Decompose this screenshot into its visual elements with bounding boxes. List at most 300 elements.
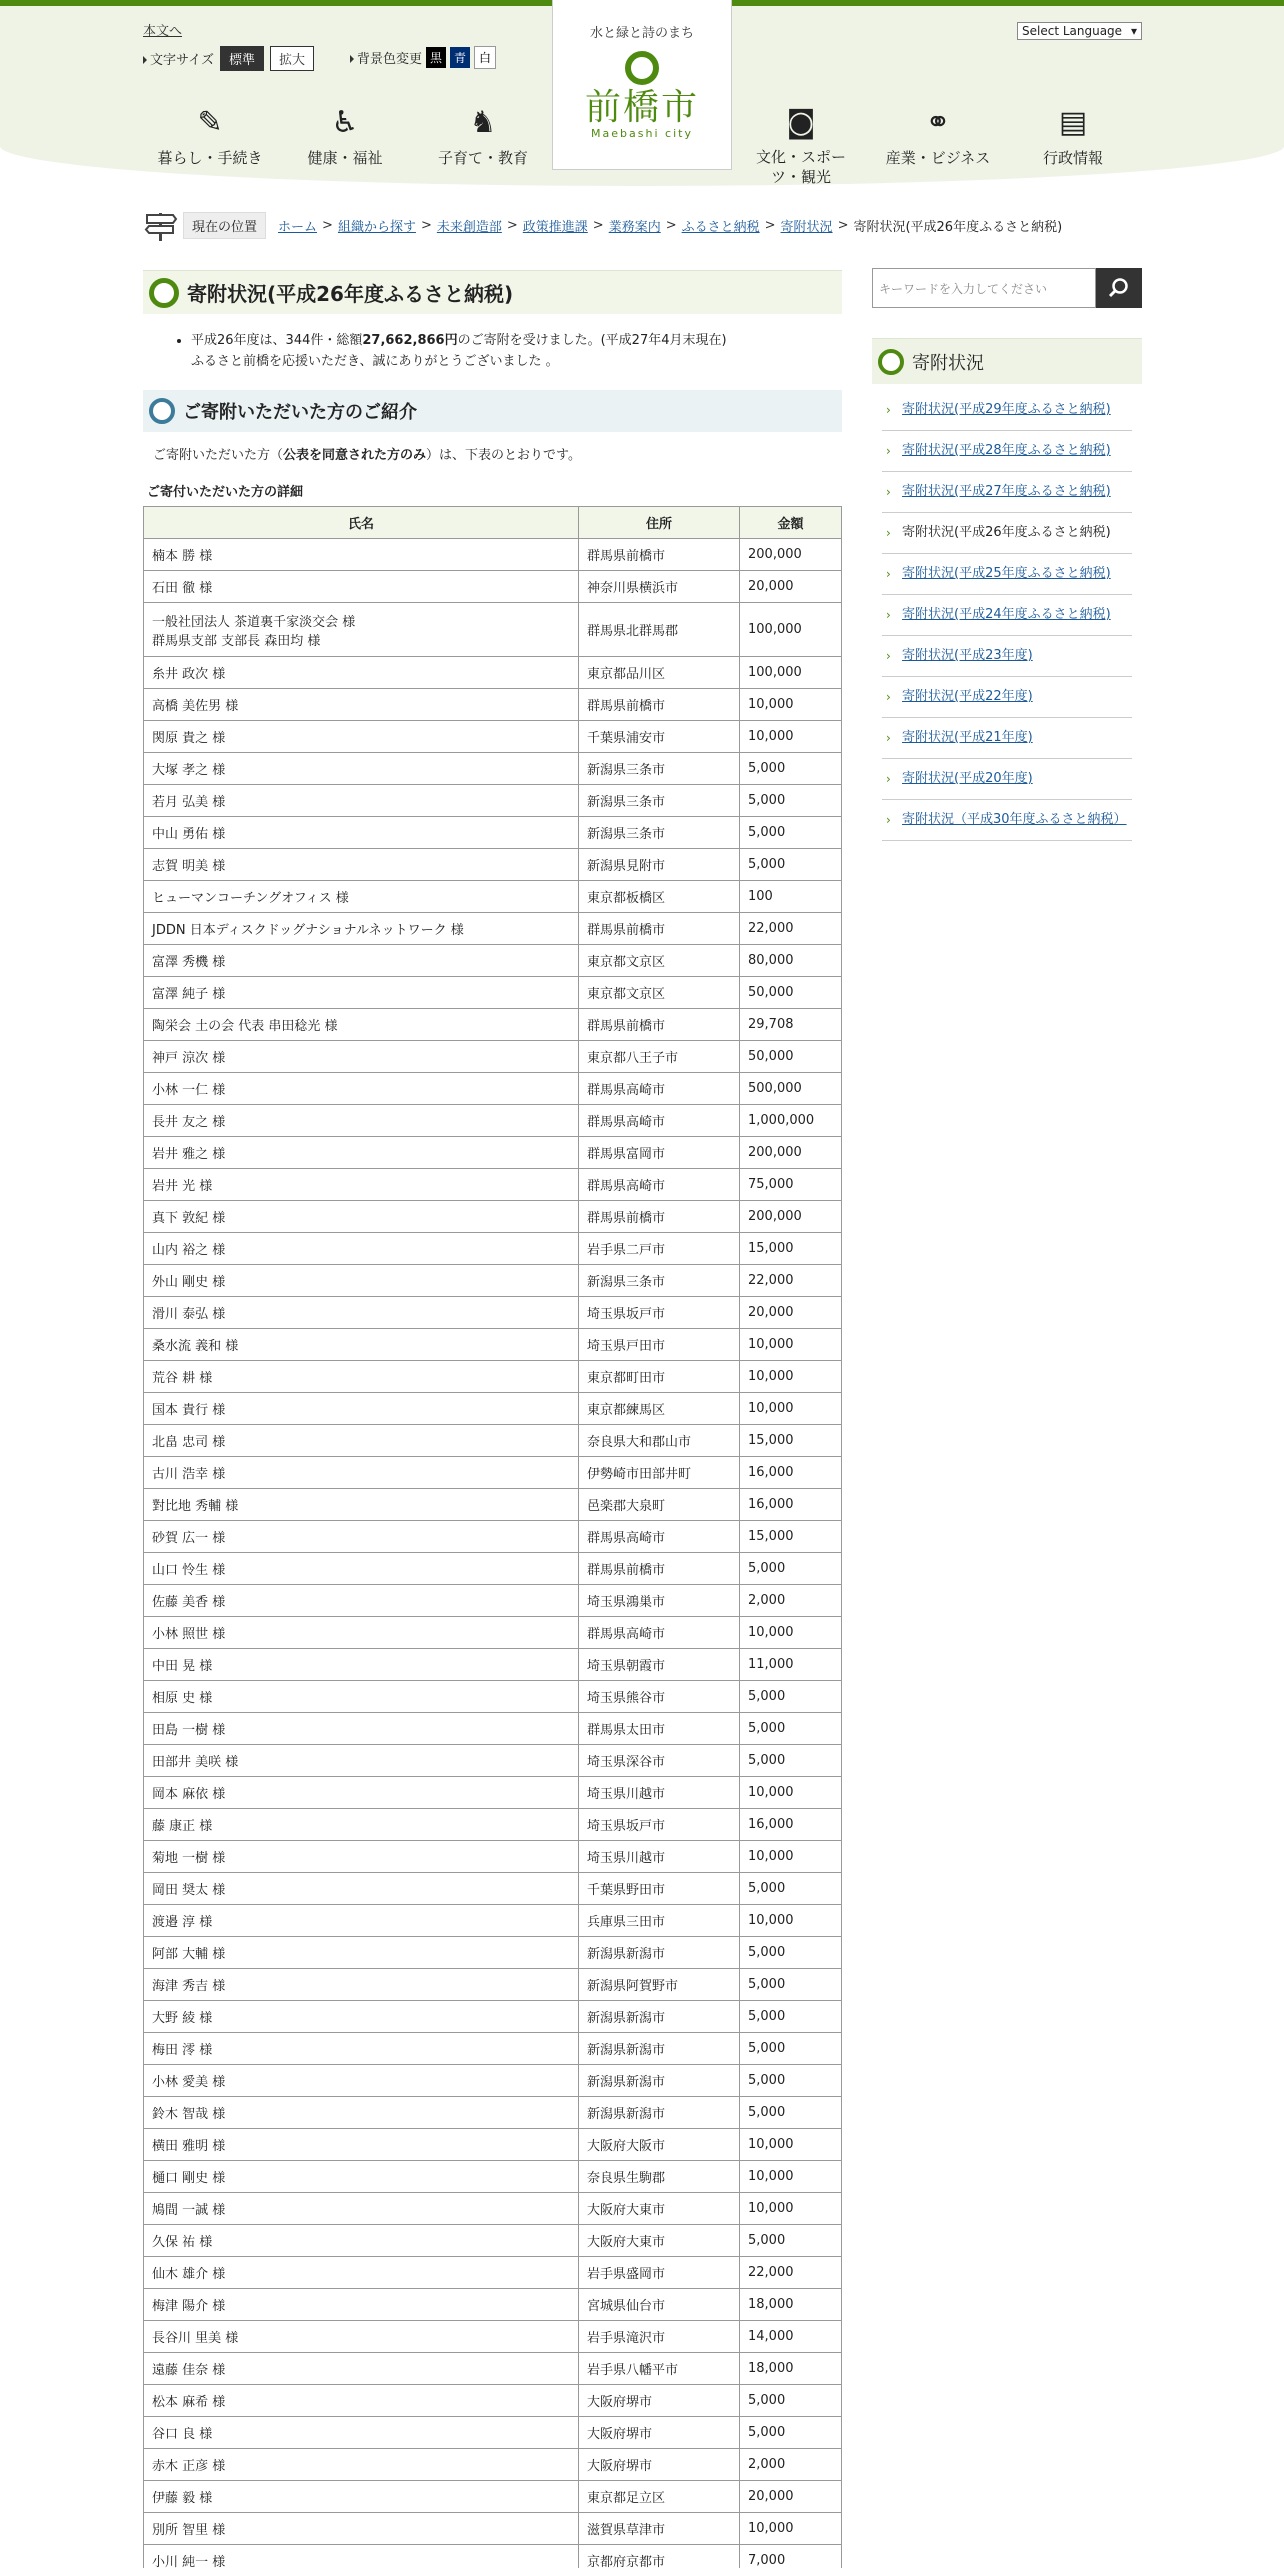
- donor-amount-cell: 50,000: [740, 1041, 842, 1073]
- table-row: [144, 753, 842, 785]
- donor-address-cell: 群馬県高崎市: [579, 1521, 740, 1553]
- donor-amount-cell: 5,000: [740, 1873, 842, 1905]
- donor-address-cell: 岩手県二戸市: [579, 1233, 740, 1265]
- table-row: [144, 849, 842, 881]
- donor-name-cell: 北畠 忠司 様: [144, 1425, 579, 1457]
- sidebar-item[interactable]: [882, 390, 1132, 431]
- breadcrumb-link[interactable]: ふるさと納税: [681, 219, 760, 235]
- donor-address-cell: 東京都板橋区: [579, 881, 740, 913]
- breadcrumb-link[interactable]: 組織から探す: [337, 219, 416, 235]
- intro-amount: 27,662,866円: [362, 333, 458, 348]
- donor-amount-cell: 20,000: [740, 1297, 842, 1329]
- donor-amount-cell: 5,000: [740, 817, 842, 849]
- donor-name-cell: 田島 一樹 様: [144, 1713, 579, 1745]
- donor-name-cell: 富澤 秀機 様: [144, 945, 579, 977]
- camera-icon: ◙: [786, 105, 816, 140]
- donor-amount-cell: 5,000: [740, 753, 842, 785]
- breadcrumb-separator: >: [322, 217, 333, 233]
- chevron-right-icon: ›: [886, 526, 891, 540]
- donor-amount-cell: 1,000,000: [740, 1105, 842, 1137]
- donor-address-cell: 新潟県新潟市: [579, 2065, 740, 2097]
- bg-black-button[interactable]: 黒: [426, 47, 446, 68]
- table-row: [144, 881, 842, 913]
- table-row: [144, 1489, 842, 1521]
- table-row: [144, 1073, 842, 1105]
- donor-name-cell: 若月 弘美 様: [144, 785, 579, 817]
- donor-amount-cell: 22,000: [740, 913, 842, 945]
- table-row: [144, 1233, 842, 1265]
- font-large-button[interactable]: 拡大: [270, 46, 314, 71]
- table-row: [144, 1297, 842, 1329]
- title-circle-icon: [149, 278, 179, 308]
- donor-amount-cell: 10,000: [740, 1393, 842, 1425]
- table-row: [144, 657, 842, 689]
- donor-amount-cell: 5,000: [740, 2097, 842, 2129]
- donor-address-cell: 神奈川県横浜市: [579, 571, 740, 603]
- donor-amount-cell: 5,000: [740, 849, 842, 881]
- bg-color-text: 背景色変更: [357, 52, 423, 67]
- donor-address-cell: 千葉県野田市: [579, 1873, 740, 1905]
- donor-address-cell: 群馬県前橋市: [579, 913, 740, 945]
- table-row: [144, 817, 842, 849]
- donor-amount-cell: 10,000: [740, 2193, 842, 2225]
- breadcrumb-separator: >: [420, 217, 432, 233]
- breadcrumb-link[interactable]: 未来創造部: [436, 219, 502, 235]
- font-standard-button[interactable]: 標準: [220, 46, 264, 71]
- donor-name-cell: 小林 一仁 様: [144, 1073, 579, 1105]
- donor-name-cell: 志賀 明美 様: [144, 849, 579, 881]
- donor-amount-cell: 10,000: [740, 2513, 842, 2545]
- donor-table: [143, 506, 842, 2568]
- chevron-right-icon: ›: [886, 731, 891, 745]
- table-row: [144, 785, 842, 817]
- donor-address-cell: 群馬県高崎市: [579, 1105, 740, 1137]
- donor-address-cell: 大阪府大東市: [579, 2225, 740, 2257]
- donor-name-cell: 石田 徹 様: [144, 571, 579, 603]
- nav-living[interactable]: [145, 105, 275, 168]
- table-row: [144, 2353, 842, 2385]
- wheelchair-icon: ♿: [331, 105, 359, 140]
- donor-name-cell: 大塚 孝之 様: [144, 753, 579, 785]
- donor-name-cell: 真下 敦紀 様: [144, 1201, 579, 1233]
- donor-address-cell: 群馬県前橋市: [579, 1201, 740, 1233]
- donor-name-cell: 藤 康正 様: [144, 1809, 579, 1841]
- language-select[interactable]: [1017, 22, 1142, 40]
- table-row: [144, 977, 842, 1009]
- donor-address-cell: 大阪府堺市: [579, 2417, 740, 2449]
- donor-amount-cell: 5,000: [740, 2417, 842, 2449]
- breadcrumb-separator: >: [837, 217, 849, 233]
- donor-address-cell: 群馬県高崎市: [579, 1169, 740, 1201]
- donor-amount-cell: 10,000: [740, 1329, 842, 1361]
- para-prefix: ご寄附いただいた方（: [153, 448, 284, 463]
- donor-amount-cell: 18,000: [740, 2289, 842, 2321]
- donor-amount-cell: 200,000: [740, 539, 842, 571]
- table-row: [144, 1105, 842, 1137]
- donor-amount-cell: 5,000: [740, 1713, 842, 1745]
- donor-address-cell: 新潟県新潟市: [579, 2097, 740, 2129]
- donor-name-cell: 梅津 陽介 様: [144, 2289, 579, 2321]
- document-icon: ▤: [1058, 105, 1088, 140]
- donor-address-cell: 埼玉県坂戸市: [579, 1809, 740, 1841]
- table-row: [144, 1265, 842, 1297]
- donor-address-cell: 群馬県北群馬郡: [579, 603, 740, 657]
- donor-amount-cell: 22,000: [740, 1265, 842, 1297]
- sidebar-item-label[interactable]: 寄附状況(平成20年度): [902, 771, 1033, 786]
- search-button[interactable]: [1096, 268, 1142, 308]
- donor-name-cell: 外山 剛史 様: [144, 1265, 579, 1297]
- donor-amount-cell: 75,000: [740, 1169, 842, 1201]
- table-row: [144, 539, 842, 571]
- table-row: [144, 913, 842, 945]
- donor-amount-cell: 10,000: [740, 689, 842, 721]
- chevron-right-icon: ›: [886, 444, 891, 458]
- sidebar-item-label[interactable]: 寄附状況(平成21年度): [902, 730, 1033, 745]
- bg-white-button[interactable]: 白: [474, 46, 496, 69]
- site-logo[interactable]: [552, 0, 732, 170]
- skip-to-content-link[interactable]: 本文へ: [143, 24, 183, 39]
- table-body: [144, 539, 842, 2568]
- table-row: [144, 2193, 842, 2225]
- donor-address-cell: 東京都文京区: [579, 945, 740, 977]
- language-select-value: Select Language: [1022, 24, 1123, 38]
- sidebar-circle-icon: [878, 349, 904, 375]
- breadcrumb-here-label: 現在の位置: [183, 212, 266, 239]
- table-row: [144, 2065, 842, 2097]
- sidebar-item-label: 寄附状況(平成26年度ふるさと納税): [902, 525, 1111, 540]
- sidebar-item-label[interactable]: 寄附状況(平成29年度ふるさと納税): [902, 402, 1111, 417]
- donor-name-cell: 田部井 美咲 様: [144, 1745, 579, 1777]
- table-row: [144, 1777, 842, 1809]
- bg-blue-button[interactable]: 青: [450, 47, 470, 68]
- table-row: [144, 2321, 842, 2353]
- sidebar-item-label[interactable]: 寄附状況(平成27年度ふるさと納税): [902, 484, 1111, 499]
- donor-name-cell: 砂賀 広一 様: [144, 1521, 579, 1553]
- donor-address-cell: 群馬県高崎市: [579, 1073, 740, 1105]
- donor-address-cell: 埼玉県深谷市: [579, 1745, 740, 1777]
- sidebar-item-label[interactable]: 寄附状況(平成24年度ふるさと納税): [902, 607, 1111, 622]
- table-row: [144, 1169, 842, 1201]
- sidebar-item[interactable]: [882, 554, 1132, 595]
- table-row: [144, 2161, 842, 2193]
- donor-name-cell: 伊藤 毅 様: [144, 2481, 579, 2513]
- table-row: [144, 2289, 842, 2321]
- donor-name-cell: 関原 貴之 様: [144, 721, 579, 753]
- table-row: [144, 2001, 842, 2033]
- sidebar-item: [882, 513, 1132, 554]
- handshake-icon: ⚭: [925, 105, 951, 140]
- table-row: [144, 1937, 842, 1969]
- table-row: [144, 2257, 842, 2289]
- donor-amount-cell: 5,000: [740, 2385, 842, 2417]
- donor-name-cell: 楠本 勝 様: [144, 539, 579, 571]
- table-row: [144, 1457, 842, 1489]
- donor-amount-cell: 16,000: [740, 1809, 842, 1841]
- table-row: [144, 1009, 842, 1041]
- donor-address-cell: 東京都文京区: [579, 977, 740, 1009]
- donor-name-cell: 阿部 大輔 様: [144, 1937, 579, 1969]
- donor-address-cell: 東京都八王子市: [579, 1041, 740, 1073]
- sidebar-item-label[interactable]: 寄附状況(平成25年度ふるさと納税): [902, 566, 1111, 581]
- donor-name-cell: 神戸 涼次 様: [144, 1041, 579, 1073]
- donor-name-cell: 岡田 奨太 様: [144, 1873, 579, 1905]
- donor-address-cell: 千葉県浦安市: [579, 721, 740, 753]
- search-icon: [1108, 277, 1130, 299]
- donor-address-cell: 大阪府大東市: [579, 2193, 740, 2225]
- donor-amount-cell: 7,000: [740, 2545, 842, 2568]
- donor-name-cell: 梅田 澪 様: [144, 2033, 579, 2065]
- nav-industry[interactable]: [873, 105, 1003, 168]
- chevron-right-icon: ›: [886, 649, 891, 663]
- donor-address-cell: 東京都品川区: [579, 657, 740, 689]
- donor-address-cell: 群馬県前橋市: [579, 1553, 740, 1585]
- sidebar-item[interactable]: [882, 800, 1132, 841]
- table-row: [144, 1553, 842, 1585]
- donor-address-cell: 岩手県八幡平市: [579, 2353, 740, 2385]
- donor-address-cell: 埼玉県朝霞市: [579, 1649, 740, 1681]
- table-row: [144, 945, 842, 977]
- header-name: 氏名: [144, 507, 579, 539]
- background-color-controls: [350, 46, 496, 69]
- donor-address-cell: 群馬県前橋市: [579, 1009, 740, 1041]
- donor-name-cell: 赤木 正彦 様: [144, 2449, 579, 2481]
- sidebar-title: [872, 338, 1142, 384]
- donor-name-cell: 仙木 雄介 様: [144, 2257, 579, 2289]
- nav-government[interactable]: [1008, 105, 1138, 168]
- sidebar-item-label[interactable]: 寄附状況(平成28年度ふるさと納税): [902, 443, 1111, 458]
- donor-name-cell: 對比地 秀輔 様: [144, 1489, 579, 1521]
- breadcrumb-link[interactable]: 業務案内: [608, 219, 661, 235]
- search-input[interactable]: キーワードを入力してください: [872, 268, 1096, 308]
- donor-address-cell: 群馬県前橋市: [579, 689, 740, 721]
- donor-amount-cell: 15,000: [740, 1233, 842, 1265]
- table-row: [144, 2449, 842, 2481]
- section-heading-text: ご寄附いただいた方のご紹介: [183, 402, 417, 423]
- donor-amount-cell: 18,000: [740, 2353, 842, 2385]
- donor-amount-cell: 15,000: [740, 1521, 842, 1553]
- donor-address-cell: 岩手県滝沢市: [579, 2321, 740, 2353]
- donor-name-cell: 岡本 麻依 様: [144, 1777, 579, 1809]
- font-size-controls: [143, 46, 314, 71]
- breadcrumb-separator: >: [665, 217, 677, 233]
- table-row: [144, 1361, 842, 1393]
- donor-amount-cell: 10,000: [740, 2161, 842, 2193]
- donor-name-cell: 渡邉 淳 様: [144, 1905, 579, 1937]
- donor-address-cell: 大阪府堺市: [579, 2449, 740, 2481]
- nav-industry-label: 産業・ビジネス: [885, 149, 991, 167]
- donor-name-cell: 小林 愛美 様: [144, 2065, 579, 2097]
- donor-address-cell: 岩手県盛岡市: [579, 2257, 740, 2289]
- chevron-right-icon: ›: [886, 772, 891, 786]
- chevron-right-icon: ›: [886, 567, 891, 581]
- donor-address-cell: 群馬県高崎市: [579, 1617, 740, 1649]
- donor-amount-cell: 16,000: [740, 1457, 842, 1489]
- table-row: [144, 2097, 842, 2129]
- intro-line2: ふるさと前橋を応援いただき、誠にありがとうございました 。: [191, 354, 559, 369]
- chevron-right-icon: ›: [886, 485, 891, 499]
- donor-amount-cell: 50,000: [740, 977, 842, 1009]
- donor-amount-cell: 5,000: [740, 1553, 842, 1585]
- donor-name-cell: 小川 純一 様: [144, 2545, 579, 2568]
- donor-address-cell: 滋賀県草津市: [579, 2513, 740, 2545]
- donor-name-cell: 相原 史 様: [144, 1681, 579, 1713]
- donor-address-cell: 大阪府大阪市: [579, 2129, 740, 2161]
- donor-amount-cell: 15,000: [740, 1425, 842, 1457]
- breadcrumb-separator: >: [506, 217, 518, 233]
- donor-address-cell: 埼玉県熊谷市: [579, 1681, 740, 1713]
- donor-amount-cell: 10,000: [740, 721, 842, 753]
- nav-living-label: 暮らし・手続き: [157, 149, 263, 167]
- donor-address-cell: 新潟県阿賀野市: [579, 1969, 740, 2001]
- donor-name-cell: 岩井 雅之 様: [144, 1137, 579, 1169]
- sidebar-item-label[interactable]: 寄附状況(平成22年度): [902, 689, 1033, 704]
- sidebar-item[interactable]: [882, 595, 1132, 636]
- donor-address-cell: 東京都町田市: [579, 1361, 740, 1393]
- donor-name-cell: ヒューマンコーチングオフィス 様: [144, 881, 579, 913]
- donor-name-cell: 横田 雅明 様: [144, 2129, 579, 2161]
- donor-amount-cell: 11,000: [740, 1649, 842, 1681]
- donor-amount-cell: 29,708: [740, 1009, 842, 1041]
- donor-name-cell: 樋口 剛史 様: [144, 2161, 579, 2193]
- donor-address-cell: 新潟県三条市: [579, 1265, 740, 1297]
- table-row: [144, 1841, 842, 1873]
- donor-amount-cell: 500,000: [740, 1073, 842, 1105]
- donor-address-cell: 新潟県三条市: [579, 817, 740, 849]
- donor-name-cell: 佐藤 美香 様: [144, 1585, 579, 1617]
- section-circle-icon: [149, 398, 175, 424]
- donor-name-cell: 古川 浩幸 様: [144, 1457, 579, 1489]
- table-row: [144, 1425, 842, 1457]
- donor-address-cell: 群馬県前橋市: [579, 539, 740, 571]
- donor-name-cell: 別所 智里 様: [144, 2513, 579, 2545]
- donor-address-cell: 群馬県太田市: [579, 1713, 740, 1745]
- section-heading: [143, 390, 842, 432]
- intro-list: [191, 330, 842, 372]
- nav-culture-label: 文化・スポーツ・観光: [755, 148, 846, 186]
- table-row: [144, 1681, 842, 1713]
- rocking-horse-icon: ♞: [469, 105, 497, 140]
- breadcrumb-link[interactable]: ホーム: [278, 219, 318, 235]
- donor-name-cell: 一般社団法人 茶道裏千家淡交会 様 群馬県支部 支部長 森田均 様: [144, 603, 579, 657]
- table-row: [144, 1745, 842, 1777]
- logo-city-name: 前橋市: [584, 87, 699, 128]
- intro-prefix: 平成26年度は、344件・総額: [191, 333, 363, 348]
- donor-name-cell: 山口 怜生 様: [144, 1553, 579, 1585]
- donor-amount-cell: 200,000: [740, 1137, 842, 1169]
- donor-name-cell: 糸井 政次 様: [144, 657, 579, 689]
- donor-address-cell: 新潟県三条市: [579, 753, 740, 785]
- table-row: [144, 1041, 842, 1073]
- donor-name-cell: JDDN 日本ディスクドッグナショナルネットワーク 様: [144, 913, 579, 945]
- donor-name-cell: 菊地 一樹 様: [144, 1841, 579, 1873]
- donor-amount-cell: 10,000: [740, 1617, 842, 1649]
- donor-amount-cell: 2,000: [740, 2449, 842, 2481]
- donor-name-cell: 岩井 光 様: [144, 1169, 579, 1201]
- logo-tagline: 水と緑と詩のまち: [589, 26, 694, 41]
- logo-ring-icon: [625, 51, 659, 85]
- donor-amount-cell: 16,000: [740, 1489, 842, 1521]
- site-search: [872, 268, 1142, 308]
- breadcrumb-separator: >: [592, 217, 604, 233]
- donor-name-cell: 滑川 泰弘 様: [144, 1297, 579, 1329]
- donor-address-cell: 邑楽郡大泉町: [579, 1489, 740, 1521]
- donor-amount-cell: 22,000: [740, 2257, 842, 2289]
- donor-name-cell: 国本 貴行 様: [144, 1393, 579, 1425]
- breadcrumb-link[interactable]: 寄附状況: [780, 219, 833, 235]
- donor-name-cell: 長谷川 里美 様: [144, 2321, 579, 2353]
- donor-name-cell: 長井 友之 様: [144, 1105, 579, 1137]
- donor-amount-cell: 5,000: [740, 1969, 842, 2001]
- table-row: [144, 1905, 842, 1937]
- donor-address-cell: 新潟県新潟市: [579, 1937, 740, 1969]
- donor-address-cell: 東京都足立区: [579, 2481, 740, 2513]
- para-suffix: ）は、下表のとおりです。: [426, 448, 581, 463]
- page-title: [143, 270, 842, 314]
- donor-address-cell: 埼玉県坂戸市: [579, 1297, 740, 1329]
- sidebar-item[interactable]: [882, 472, 1132, 513]
- donor-amount-cell: 200,000: [740, 1201, 842, 1233]
- donor-name-cell: 谷口 良 様: [144, 2417, 579, 2449]
- donor-amount-cell: 5,000: [740, 2001, 842, 2033]
- donor-amount-cell: 5,000: [740, 2225, 842, 2257]
- sidebar-item[interactable]: [882, 636, 1132, 677]
- donor-address-cell: 埼玉県鴻巣市: [579, 1585, 740, 1617]
- table-row: [144, 1873, 842, 1905]
- table-row: [144, 1649, 842, 1681]
- donor-name-cell: 荒谷 耕 様: [144, 1361, 579, 1393]
- sidebar-item-label[interactable]: 寄附状況(平成23年度): [902, 648, 1033, 663]
- breadcrumb-link[interactable]: 政策推進課: [522, 219, 588, 235]
- chevron-right-icon: ›: [886, 690, 891, 704]
- donor-name-cell: 陶栄会 土の会 代表 串田稔光 様: [144, 1009, 579, 1041]
- intro-item: [191, 330, 842, 372]
- donor-name-cell: 山内 裕之 様: [144, 1233, 579, 1265]
- donor-address-cell: 新潟県三条市: [579, 785, 740, 817]
- table-row: [144, 721, 842, 753]
- table-row: [144, 2385, 842, 2417]
- nav-culture[interactable]: [736, 105, 866, 187]
- donor-name-cell: 久保 祐 様: [144, 2225, 579, 2257]
- sidebar-item[interactable]: [882, 431, 1132, 472]
- header-amount: 金額: [740, 507, 842, 539]
- table-row: [144, 1329, 842, 1361]
- donor-name-cell: 小林 照世 様: [144, 1617, 579, 1649]
- signpost-icon: [143, 207, 179, 243]
- table-row: [144, 1713, 842, 1745]
- sidebar-item[interactable]: [882, 759, 1132, 800]
- donor-amount-cell: 5,000: [740, 1937, 842, 1969]
- donor-name-cell: 遠藤 佳奈 様: [144, 2353, 579, 2385]
- chevron-down-icon: ▾: [1130, 24, 1137, 38]
- donor-amount-cell: 20,000: [740, 2481, 842, 2513]
- table-row: [144, 2417, 842, 2449]
- donor-name-cell: 中田 晃 様: [144, 1649, 579, 1681]
- nav-childcare[interactable]: [418, 105, 548, 168]
- donor-address-cell: 伊勢崎市田部井町: [579, 1457, 740, 1489]
- sidebar-item-label[interactable]: 寄附状況（平成30年度ふるさと納税）: [902, 812, 1127, 827]
- chevron-right-icon: ›: [886, 403, 891, 417]
- nav-government-label: 行政情報: [1042, 149, 1103, 167]
- donor-amount-cell: 80,000: [740, 945, 842, 977]
- donor-address-cell: 奈良県生駒郡: [579, 2161, 740, 2193]
- sidebar-item[interactable]: [882, 718, 1132, 759]
- sidebar-item[interactable]: [882, 677, 1132, 718]
- nav-health[interactable]: [280, 105, 410, 168]
- page-title-text: 寄附状況(平成26年度ふるさと納税): [187, 282, 514, 306]
- breadcrumb-current: 寄附状況(平成26年度ふるさと納税): [853, 219, 1063, 235]
- sidebar-list: [872, 390, 1142, 841]
- table-header-row: [144, 507, 842, 539]
